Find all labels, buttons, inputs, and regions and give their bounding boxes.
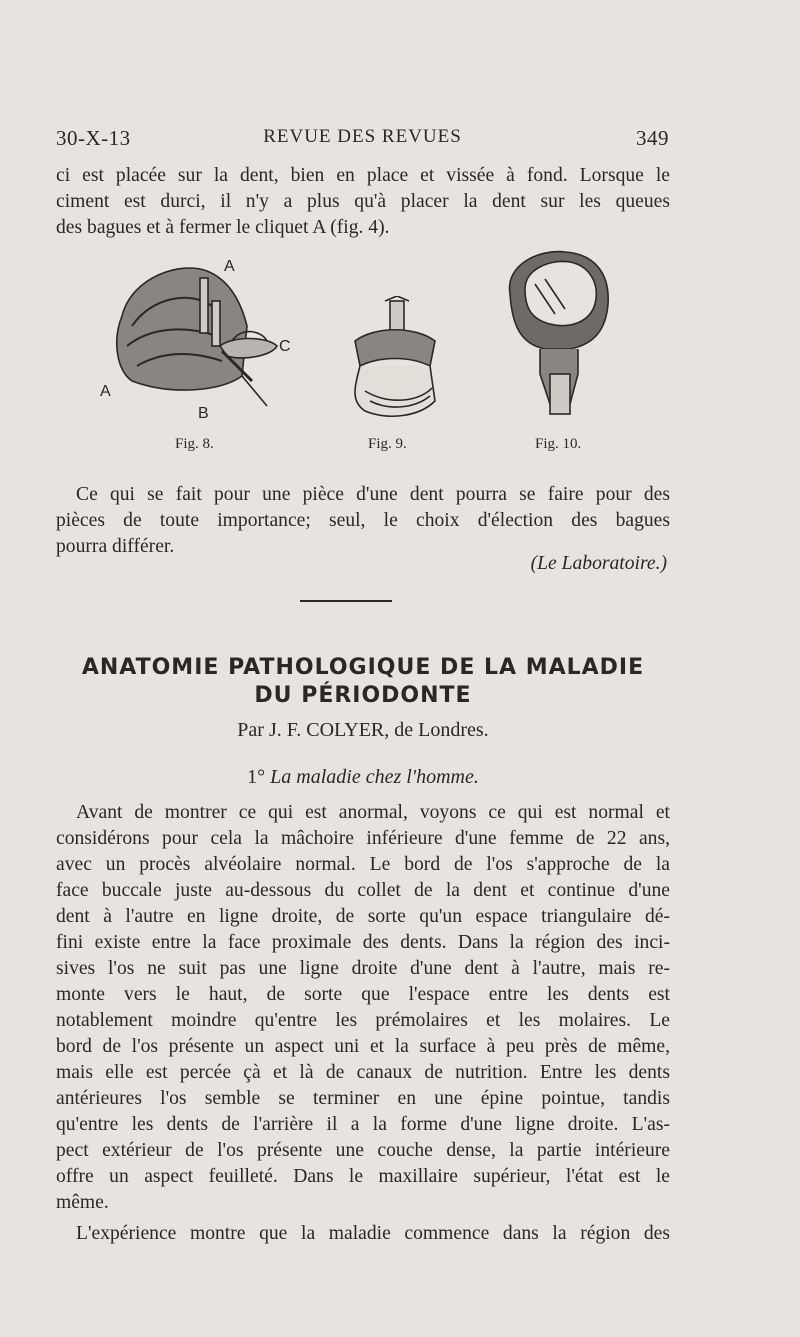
- article-byline: Par J. F. COLYER, de Londres.: [237, 719, 489, 741]
- text-line: qu'entre les dents de l'arrière il a la forme d'une ligne droite. L'as-: [56, 1114, 670, 1135]
- section-divider: [300, 600, 392, 602]
- running-header: [56, 126, 669, 156]
- text-line: monte vers le haut, de sorte que l'espace entre les dents est: [56, 984, 670, 1005]
- text-line: pourra différer.: [56, 536, 175, 557]
- text-line: pect extérieur de l'os présente une couche dense, la partie intérieure: [56, 1140, 670, 1161]
- text-line: mais elle est percée çà et là de canaux de nutrition. Entre les dents: [56, 1062, 670, 1083]
- text-line: Avant de montrer ce qui est anormal, voyons ce qui est normal et: [76, 802, 670, 823]
- text-line: des bagues et à fermer le cliquet A (fig. 4).: [56, 217, 390, 238]
- fig-8-label-b: B: [198, 405, 209, 422]
- text-line: pièces de toute importance; seul, le choix d'élection des bagues: [56, 510, 670, 531]
- text-line: considérons pour cela la mâchoire inférieure d'une femme de 22 ans,: [56, 828, 670, 849]
- section-number: 1°: [247, 766, 266, 788]
- section-heading: [56, 766, 670, 789]
- closing-paragraph: [56, 482, 670, 560]
- text-line: avec un procès alvéolaire normal. Le bord de l'os s'approche de la: [56, 854, 670, 875]
- final-paragraph: [56, 1221, 670, 1247]
- fig-10-caption: Fig. 10.: [535, 436, 582, 452]
- text-line: bord de l'os présente un aspect uni et la surface à peu près de même,: [56, 1036, 670, 1057]
- text-line: sives l'os ne suit pas une ligne droite d'une dent à l'autre, mais re-: [56, 958, 670, 979]
- intro-paragraph: [56, 163, 670, 241]
- article-title-line-2: DU PÉRIODONTE: [254, 683, 472, 708]
- article-title-line-1: ANATOMIE PATHOLOGIQUE DE LA MALADIE: [81, 655, 645, 680]
- text-line: fini existe entre la face proximale des dents. Dans la région des inci-: [56, 932, 670, 953]
- fig-9-caption: Fig. 9.: [368, 436, 407, 452]
- text-line: antérieures l'os semble se terminer en une épine pointue, tandis: [56, 1088, 670, 1109]
- fig-10-tooth-section-illustration: [500, 244, 620, 419]
- fig-8-label-a-top: A: [224, 258, 235, 275]
- text-line: face buccale juste au-dessous du collet de la dent et continue d'une: [56, 880, 670, 901]
- text-line: Ce qui se fait pour une pièce d'une dent pourra se faire pour des: [76, 484, 670, 505]
- header-date: 30-X-13: [56, 126, 131, 150]
- text-line: L'expérience montre que la maladie commence dans la région des: [76, 1223, 670, 1244]
- header-running-title: REVUE DES REVUES: [263, 126, 462, 147]
- source-attribution: (Le Laboratoire.): [530, 553, 667, 574]
- text-line: même.: [56, 1192, 109, 1213]
- text-line: notablement moindre qu'entre les prémolaires et les molaires. Le: [56, 1010, 670, 1031]
- page-number: 349: [636, 126, 669, 150]
- fig-8-dental-crown-illustration: [92, 256, 312, 426]
- fig-9-post-crown-illustration: [335, 296, 445, 426]
- body-paragraph: [56, 800, 670, 1216]
- text-line: dent à l'autre en ligne droite, de sorte qu'un espace triangulaire dé-: [56, 906, 670, 927]
- fig-8-label-a-left: A: [100, 383, 111, 400]
- text-line: ci est placée sur la dent, bien en place et vissée à fond. Lorsque le: [56, 165, 670, 186]
- section-title: La maladie chez l'homme.: [270, 766, 479, 788]
- text-line: offre un aspect feuilleté. Dans le maxillaire supérieur, l'état est le: [56, 1166, 670, 1187]
- fig-8-caption: Fig. 8.: [175, 436, 214, 452]
- fig-8-label-c: C: [279, 338, 291, 355]
- text-line: ciment est durci, il n'y a plus qu'à placer la dent sur les queues: [56, 191, 670, 212]
